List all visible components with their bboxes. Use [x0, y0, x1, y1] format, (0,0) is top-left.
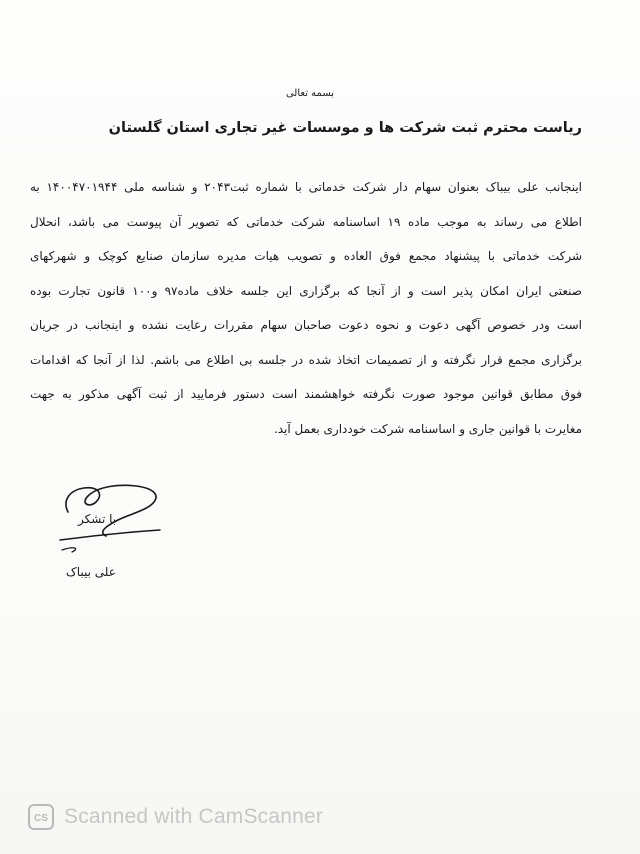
letter-body [30, 170, 582, 446]
camscanner-watermark [28, 804, 323, 830]
signer-name: علی بیباک [66, 565, 116, 579]
basmala-heading: بسمه تعالی [285, 88, 335, 99]
watermark-text: Scanned with CamScanner [64, 805, 324, 828]
cs-logo-glyph [32, 810, 50, 824]
cs-logo-letters: CS [34, 813, 48, 824]
camscanner-logo-icon [28, 804, 54, 830]
letter-body-line: صنعتی ایران امکان پذیر است و از آنجا که برگزاری این جلسه خلاف ماده۹۷ و۱۰۰ قانون تجارت بوده [30, 283, 582, 298]
letter-body-line: است ودر خصوص آگهی دعوت و نحوه دعوت صاحبان سهام مقررات رعایت نشده و اینجانب در جریان [30, 318, 582, 332]
letter-body-line: فوق مطابق قوانین موجود صورت نگرفته خواهشمند است دستور فرمایید از ثبت آگهی مذکور به جهت [30, 387, 582, 401]
letter-body-line: اطلاع می رساند به موجب ماده ۱۹ اساسنامه شرکت خدماتی که تصویر آن پیوست می باشد، انحلال [30, 214, 582, 229]
letter-body-line: مغایرت با قوانین جاری و اساسنامه شرکت خودداری بعمل آید. [273, 421, 582, 436]
letter-body-line: برگزاری مجمع قرار نگرفته و از تصمیمات اتخاذ شده در جلسه بی اطلاع می باشم. لذا از آنجا که اقدامات [30, 352, 582, 367]
letter-body-line: اینجانب علی بیباک بعنوان سهام دار شرکت خدماتی با شماره ثبت۲۰۴۳ و شناسه ملی ۱۴۰۰۴۷۰۱۹۴۴ به [30, 180, 583, 194]
closing-text: با تشکر [78, 512, 117, 526]
recipient-heading: ریاست محترم ثبت شرکت ها و موسسات غیر تجاری استان گلستان [108, 120, 582, 136]
letter-body-line: شرکت خدماتی با پیشنهاد مجمع فوق العاده و تصویب هیات مدیره سازمان صنایع کوچک و شهرکهای [30, 249, 582, 263]
